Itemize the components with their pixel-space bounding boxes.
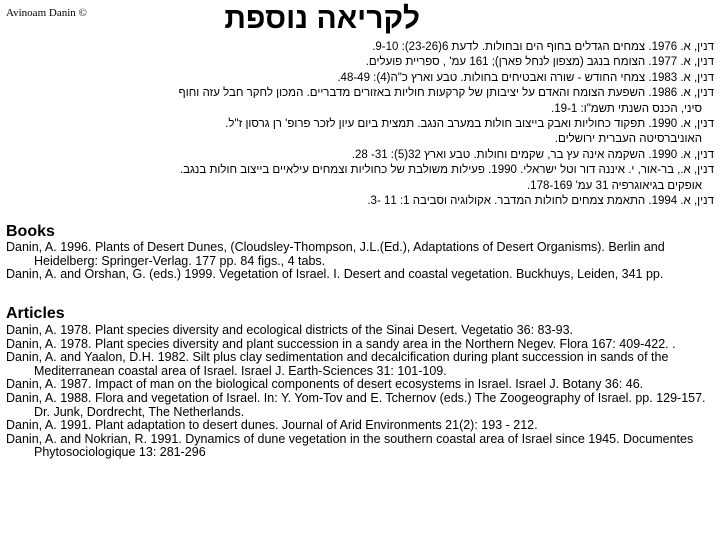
- article-reference: Danin, A. 1991. Plant adaptation to desert dunes. Journal of Arid Environments 21(2): 193 - 212.: [6, 418, 538, 433]
- book-reference: Danin, A. and Orshan, G. (eds.) 1999. Vegetation of Israel. I. Desert and coastal vegetation. Buckhuys, Leiden, 341 pp.: [6, 267, 664, 282]
- article-reference: Danin, A. 1987. Impact of man on the biological components of desert ecosystems in Israel. Israel J. Botany 36: 46.: [6, 377, 644, 392]
- hebrew-reference: דנין, א. 1990. תפקוד כחוליות ואבק בייצוב חולות במערב הנגב. תמצית ביום עיון לזכר פרופ' רן גרסון ז"ל. האוניברסיטה העברית ירושלים.: [225, 118, 714, 146]
- article-reference: Danin, A. and Nokrian, R. 1991. Dynamics of dune vegetation in the southern coastal area of Israel since 1945. Documentes Phytosociologique 13: 281-296: [6, 431, 694, 460]
- hebrew-reference: דנין, א. 1976. צמחים הגדלים בחוף הים ובחולות. לדעת 6(23-26): 9-10.: [372, 41, 714, 53]
- hebrew-reference: דנין, א. 1994. התאמת צמחים לחולות המדבר. אקולוגיה וסביבה 1: 11 -3.: [367, 195, 714, 208]
- hebrew-reference: דנין, א. 1983. צמחי החודש - שורה ואבטיחים בחולות. טבע וארץ כ"ה(4): 48-49.: [337, 71, 714, 84]
- article-reference: Danin, A. 1978. Plant species diversity and ecological districts of the Sinai Desert. Vegetatio 36: 83-93.: [6, 323, 573, 337]
- articles-heading: Articles: [6, 305, 65, 322]
- hebrew-reference-list: [4, 40, 716, 209]
- books-list: [6, 241, 718, 282]
- hebrew-reference: דנין, א., בר-אור, י. איננה דור וטל ישראלי. 1990. פעילות משולבת של כחוליות וצמחים עילאיים בייצוב חולות בנגב. אופקים בגיאוגרפיה 31 עמ' 178-169.: [179, 164, 714, 192]
- hebrew-reference: דנין, א. 1977. הצומח בנגב (מצפון לנחל פארן); 161 עמ' , ספריית פועלים.: [365, 56, 714, 69]
- article-reference: Danin, A. and Yaalon, D.H. 1982. Silt plus clay sedimentation and decalcification during plant succession in sands of the Mediterranean coastal area of Israel. Israel J. Earth-Sciences 31: 101-109.: [6, 350, 669, 378]
- book-reference: Danin, A. 1996. Plants of Desert Dunes, (Cloudsley-Thompson, J.L.(Ed.), Adaptations of Desert Organisms). Berlin and Heidelberg: Springer-Verlag. 177 pp. 84 figs., 4 tabs.: [6, 240, 665, 268]
- article-reference: Danin, A. 1988. Flora and vegetation of Israel. In: Y. Yom-Tov and E. Tchernov (eds.) The Zoogeography of Israel. pp. 129-157. Dr. Junk, Dordrecht, The Netherlands.: [6, 390, 706, 419]
- hebrew-reference: דנין, א. 1986. השפעת הצומח והאדם על יציבותן של קרקעות חוליות באזורים מדבריים. המכון לחקר חבל עזה וחוף סיני, הכנס השנתי תשמ"ו: 19-1.: [178, 87, 714, 115]
- books-heading: Books: [6, 223, 55, 240]
- hebrew-reference: דנין, א. 1990. השקמה אינה עץ בר, שקמים וחולות. טבע וארץ 32(5): 31- 28.: [351, 148, 714, 161]
- article-reference: Danin, A. 1978. Plant species diversity and plant succession in a sandy area in the Northern Negev. Flora 167: 409-422. .: [6, 336, 676, 351]
- copyright-notice: Avinoam Danin ©: [6, 7, 87, 19]
- articles-list: [6, 324, 718, 460]
- page-title: לקריאה נוספת: [224, 2, 420, 35]
